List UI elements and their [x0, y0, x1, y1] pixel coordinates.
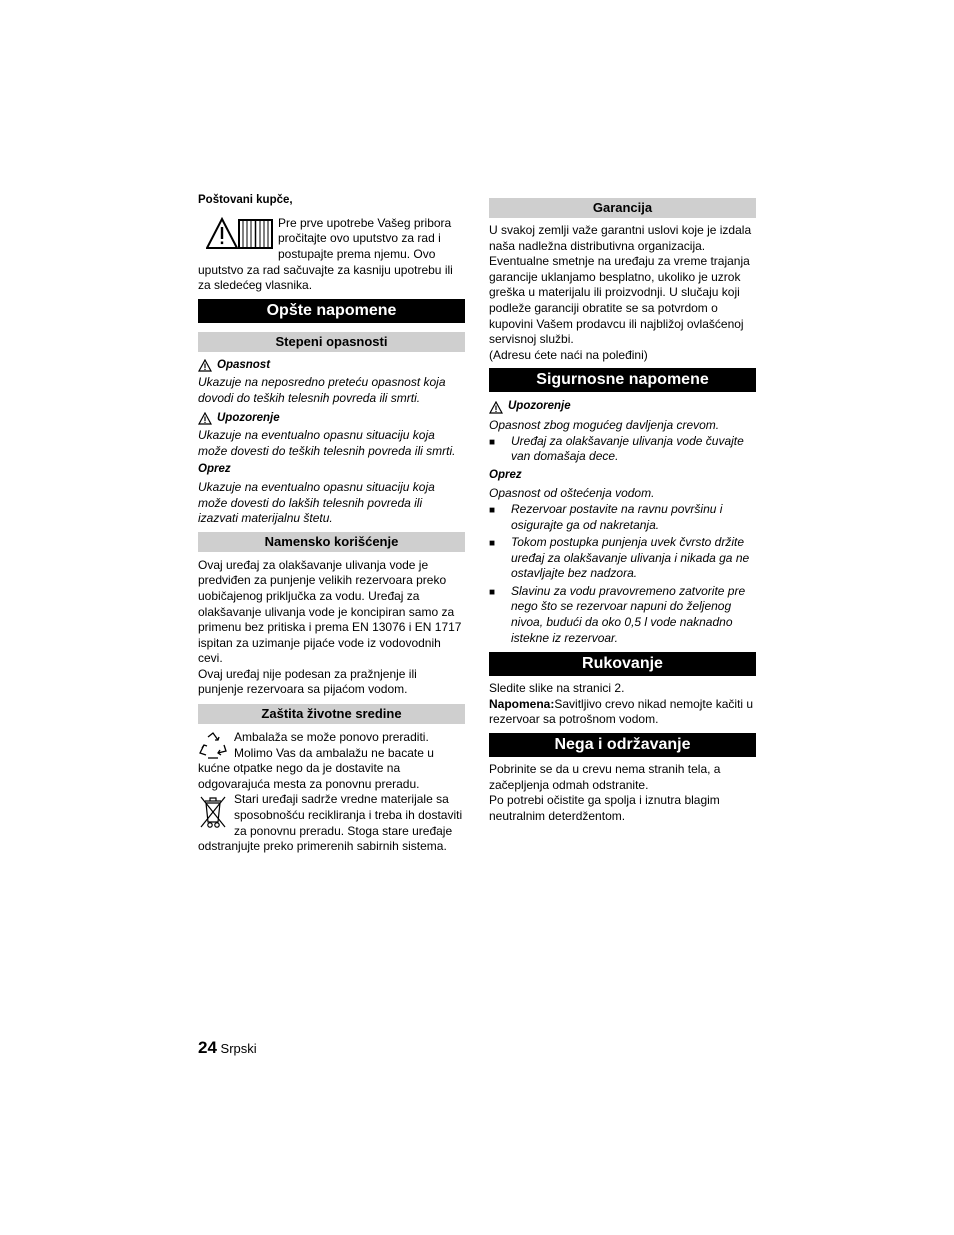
- danger-levels-heading: Stepeni opasnosti: [198, 332, 465, 352]
- intended-use-text-2: Ovaj uređaj nije podesan za pražnjenje ili punjenje rezervoara sa pijaćom vodom.: [198, 666, 417, 697]
- left-column: [198, 193, 465, 855]
- intended-use-heading: Namensko korišćenje: [198, 532, 465, 552]
- maintenance-heading: Nega i održavanje: [489, 733, 756, 757]
- warranty-heading: Garancija: [489, 198, 756, 218]
- page-number: 24: [198, 1038, 217, 1057]
- caution-text: Ukazuje na eventualno opasnu situaciju koja može dovesti do lakših telesnih povreda ili izazvati materijalnu štetu.: [198, 479, 435, 526]
- bullet-item: [489, 584, 756, 646]
- operation-text: Sledite slike na stranici 2.: [489, 681, 625, 696]
- environment-heading: Zaštita životne sredine: [198, 704, 465, 724]
- bullet-square-icon: ■: [489, 538, 496, 550]
- intro-text: uputstvo za rad sačuvajte za kasniju upotrebu ili za sledećeg vlasnika.: [198, 262, 453, 293]
- bullet-square-icon: ■: [489, 436, 496, 448]
- intro-block: [198, 217, 465, 265]
- recycle-block: [198, 730, 465, 792]
- footer-language: Srpski: [220, 1041, 257, 1056]
- safety-caution-label: Oprez: [489, 468, 522, 481]
- warning-text: Ukazuje na eventualno opasnu situaciju koja može dovesti do teških telesnih povreda ili smrti.: [198, 428, 456, 458]
- right-column: [489, 198, 756, 824]
- maintenance-text-2: Po potrebi očistite ga spolja i iznutra blagim neutralnim deterdžentom.: [489, 793, 720, 823]
- note-text: Savitljivo crevo nikad nemojte kačiti u rezervoar sa potrošnom vodom.: [489, 696, 754, 727]
- warning-label-row: [198, 411, 465, 427]
- bullet-text: Tokom postupka punjenja uvek čvrsto držite uređaj za olakšavanje ulivanja i nikada ga ne ostavljajte bez nadzora.: [511, 535, 750, 581]
- warning-triangle-icon: [198, 412, 212, 425]
- recycle-text: Ambalaža se može ponovo preraditi. Molimo Vas da ambalažu ne bacate u kućne otpatke nego da je dostavite na odgovarajuća mesta za ponovnu preradu.: [198, 730, 434, 791]
- page-footer: [198, 1040, 257, 1057]
- operation-heading: Rukovanje: [489, 652, 756, 676]
- bullet-text: Slavinu za vodu pravovremeno zatvorite pre nego što se rezervoar napuni do željenog nivoa, budući da oko 0,5 l vode naknadno istekne iz rezervoar.: [511, 583, 746, 645]
- bullet-text: Rezervoar postavite na ravnu površinu i osigurajte ga od nakretanja.: [511, 501, 723, 532]
- intro-line-2: pročitajte ovo uputstvo za rad i: [278, 231, 441, 246]
- intro-line-1: Pre prve upotrebe Vašeg pribora: [278, 215, 452, 230]
- warranty-text: U svakoj zemlji važe garantni uslovi koje je izdala naša nadležna distributivna organizacija. Eventualne smetnje na uređaju za vreme trajanja garancije uklanjamo besplatno, ukoliko je uzrok greška u materijalu ili proizvodnji. U slučaju koji podleže garanciji obratite se sa potvrdom o kupovini Vašem prodavcu ili najbližoj ovlašćenoj servisnoj službi.: [489, 223, 752, 347]
- danger-label-row: [198, 358, 465, 374]
- safety-warning-label: Upozorenje: [508, 400, 571, 413]
- warranty-address-note: (Adresu ćete naći na poleđini): [489, 347, 648, 362]
- danger-text: Ukazuje na neposredno preteću opasnost koja dovodi do teških telesnih povreda ili smrti.: [198, 375, 446, 405]
- bullet-item: [489, 502, 756, 533]
- bullet-square-icon: ■: [489, 504, 496, 516]
- intended-use-text-1: Ovaj uređaj za olakšavanje ulivanja vode je predviđen za punjenje velikih rezervoara preko uobičajenog priključka za vodu. Uređaj za olakšavanje ulivanja vode je koncipiran samo za primenu bez pritiska i prema EN 13076 i EN 1717 ispitan za uzimanje pijaće vode iz vodovodnih cevi.: [198, 557, 462, 666]
- warning-label: Upozorenje: [217, 411, 280, 424]
- note-label: Napomena:: [489, 696, 555, 711]
- bullet-item: [489, 535, 756, 582]
- safety-warning-label-row: [489, 399, 756, 415]
- safety-caution-text: Opasnost od oštećenja vodom.: [489, 486, 655, 501]
- bullet-square-icon: ■: [489, 586, 496, 598]
- operation-note: [489, 697, 756, 728]
- safety-heading: Sigurnosne napomene: [489, 368, 756, 392]
- recycle-icon: [198, 731, 228, 761]
- weee-block: [198, 792, 465, 854]
- warning-triangle-icon: [489, 401, 503, 414]
- crossed-bin-icon: [198, 794, 228, 830]
- intro-line-3: postupajte prema njemu. Ovo: [278, 246, 436, 261]
- weee-text: Stari uređaji sadrže vredne materijale sa sposobnošću recikliranja i treba ih dostaviti za ponovnu preradu. Stoga stare uređaje odstranjujte preko primerenih sabirnih sistema.: [198, 792, 463, 854]
- bullet-item: [489, 434, 756, 465]
- warning-manual-icon: [206, 217, 274, 251]
- maintenance-text-1: Pobrinite se da u crevu nema stranih tela, a začepljenja odmah odstranite.: [489, 762, 721, 792]
- warning-triangle-icon: [198, 359, 212, 372]
- general-heading: Opšte napomene: [198, 299, 465, 323]
- caution-label: Oprez: [198, 463, 231, 476]
- greeting: Poštovani kupče,: [198, 194, 293, 206]
- danger-label: Opasnost: [217, 358, 271, 371]
- safety-warning-text: Opasnost zbog mogućeg davljenja crevom.: [489, 417, 720, 432]
- bullet-text: Uređaj za olakšavanje ulivanja vode čuvajte van domašaja dece.: [511, 433, 744, 464]
